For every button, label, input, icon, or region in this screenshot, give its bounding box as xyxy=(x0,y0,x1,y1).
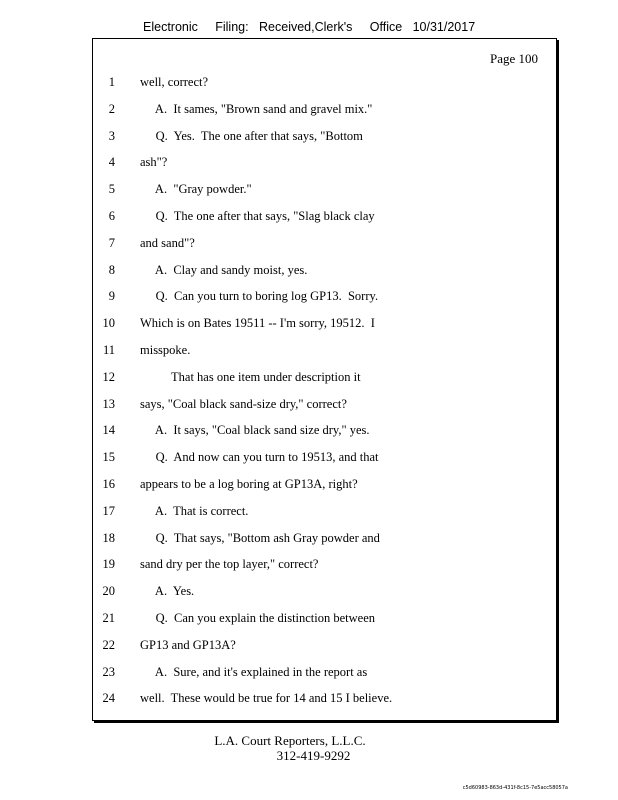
line-number: 21 xyxy=(102,611,115,625)
document-id: c5d60983-863d-431f-8c15-7e5acc58057a xyxy=(462,785,568,791)
transcript-line xyxy=(93,396,556,412)
line-number: 3 xyxy=(108,128,115,143)
transcript-line xyxy=(93,556,556,572)
line-number: 19 xyxy=(102,557,115,572)
line-number: 6 xyxy=(108,209,115,223)
line-number: 23 xyxy=(102,664,115,679)
transcript-line xyxy=(93,342,556,358)
line-text: misspoke. xyxy=(140,343,191,357)
transcript-line xyxy=(93,503,556,519)
line-number: 16 xyxy=(102,477,115,491)
line-text: A. Yes. xyxy=(140,584,195,599)
line-number: 15 xyxy=(102,450,115,465)
line-text: well, correct? xyxy=(140,75,209,89)
line-text: A. That is correct. xyxy=(140,503,249,518)
line-number: 10 xyxy=(102,316,115,331)
transcript-line xyxy=(93,262,556,278)
line-number: 14 xyxy=(102,423,115,438)
line-text: That has one item under description it xyxy=(140,369,361,384)
line-text: Q. Yes. The one after that says, "Bottom xyxy=(140,128,363,143)
line-number: 12 xyxy=(102,369,115,384)
line-text: Q. Can you explain the distinction between xyxy=(140,611,376,625)
transcript-line xyxy=(93,128,556,144)
transcript-line xyxy=(93,74,556,90)
line-text: ash"? xyxy=(140,155,168,170)
line-text: Q. And now can you turn to 19513, and that xyxy=(140,450,379,465)
transcript-line xyxy=(93,637,556,653)
line-number: 1 xyxy=(108,75,115,89)
transcript-line xyxy=(93,288,556,304)
transcript-line xyxy=(93,449,556,465)
line-text: A. It sames, "Brown sand and gravel mix." xyxy=(140,101,373,116)
page-number: Page 100 xyxy=(489,51,538,66)
line-number: 11 xyxy=(102,343,115,357)
transcript-line xyxy=(93,583,556,599)
line-text: and sand"? xyxy=(140,235,195,250)
transcript-line xyxy=(93,476,556,492)
line-number: 8 xyxy=(108,262,115,277)
court-reporter-name: L.A. Court Reporters, L.L.C. xyxy=(214,733,366,748)
transcript-line xyxy=(93,101,556,117)
line-text: Q. That says, "Bottom ash Gray powder and xyxy=(140,530,380,545)
transcript-line xyxy=(93,664,556,680)
line-number: 20 xyxy=(102,584,115,599)
line-text: Which is on Bates 19511 -- I'm sorry, 19512. I xyxy=(140,316,375,331)
line-text: sand dry per the top layer," correct? xyxy=(140,557,319,572)
line-number: 22 xyxy=(102,637,115,652)
line-number: 18 xyxy=(102,530,115,545)
line-text: A. It says, "Coal black sand size dry," yes. xyxy=(140,423,370,438)
line-text: A. Clay and sandy moist, yes. xyxy=(140,262,308,277)
transcript-page xyxy=(92,38,557,721)
line-text: Q. Can you turn to boring log GP13. Sorry. xyxy=(140,289,379,304)
line-text: well. These would be true for 14 and 15 I believe. xyxy=(140,691,393,706)
line-text: Q. The one after that says, "Slag black clay xyxy=(140,209,375,223)
transcript-line xyxy=(93,208,556,224)
filing-header: Electronic Filing: Received,Clerk's Office 10/31/2017 xyxy=(143,20,476,34)
line-number: 13 xyxy=(102,396,115,411)
transcript-line xyxy=(93,422,556,438)
transcript-line xyxy=(93,315,556,331)
transcript-line xyxy=(93,235,556,251)
line-text: A. "Gray powder." xyxy=(140,182,252,197)
line-number: 7 xyxy=(108,235,115,250)
line-number: 24 xyxy=(102,691,115,706)
line-number: 5 xyxy=(108,182,115,197)
transcript-line xyxy=(93,610,556,626)
line-number: 9 xyxy=(108,289,115,304)
line-number: 2 xyxy=(108,101,115,116)
transcript-line xyxy=(93,181,556,197)
transcript-line xyxy=(93,369,556,385)
line-text: GP13 and GP13A? xyxy=(140,637,236,652)
line-text: appears to be a log boring at GP13A, right? xyxy=(140,477,358,491)
transcript-line xyxy=(93,690,556,706)
transcript-line xyxy=(93,530,556,546)
transcript-line xyxy=(93,154,556,170)
line-number: 4 xyxy=(108,155,115,170)
line-text: A. Sure, and it's explained in the report as xyxy=(140,664,368,679)
court-reporter-phone: 312-419-9292 xyxy=(276,748,351,763)
line-text: says, "Coal black sand-size dry," correct? xyxy=(140,396,347,411)
line-number: 17 xyxy=(102,503,115,518)
